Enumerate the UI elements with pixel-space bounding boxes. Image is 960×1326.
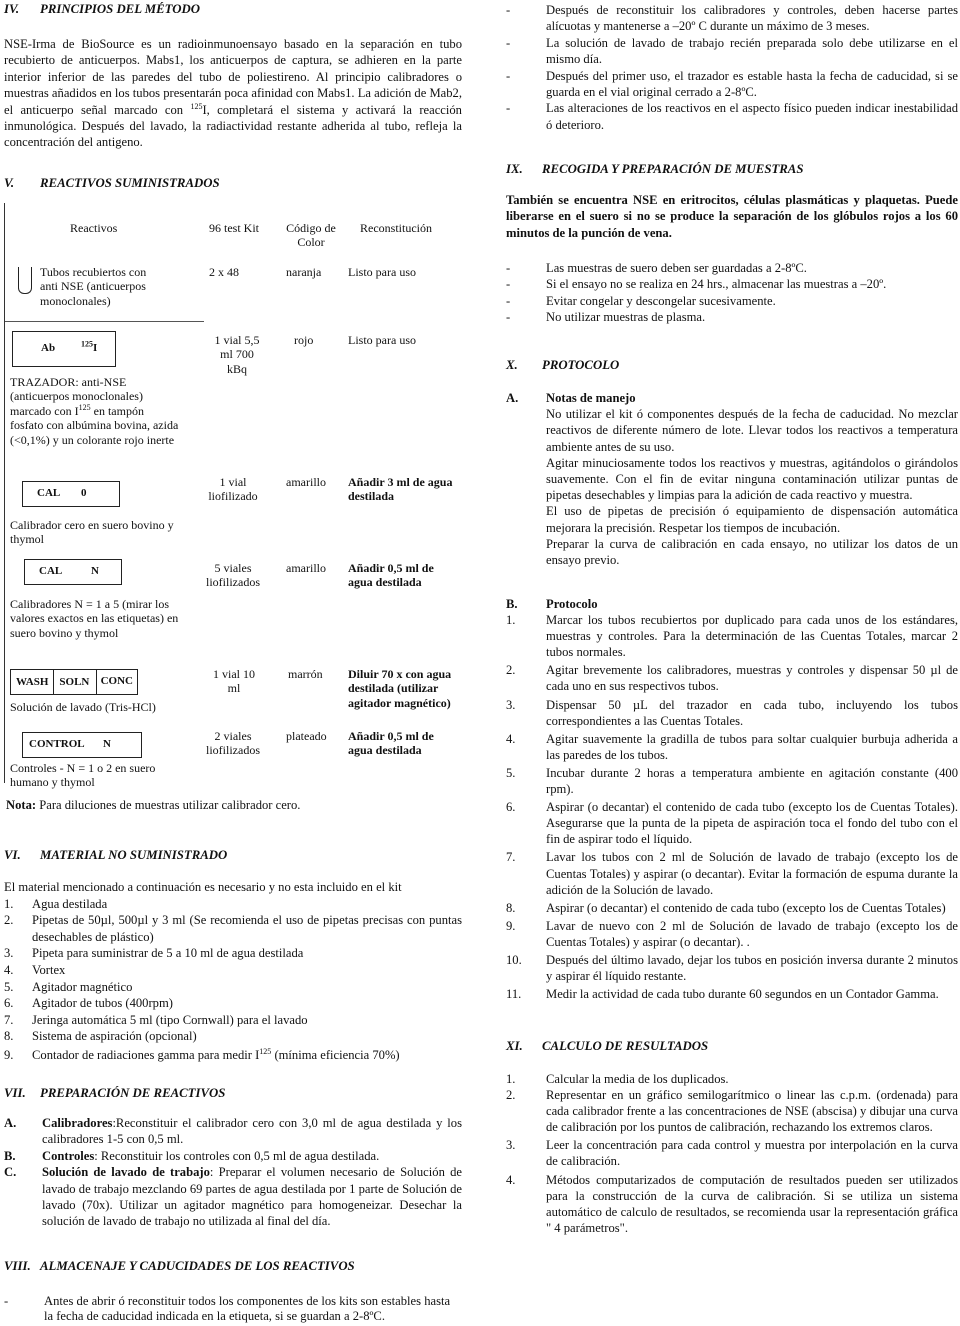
item-rest: : Reconstituir los controles con 0,5 ml de agua destilada. xyxy=(94,1148,380,1163)
item-text: Sistema de aspiración (opcional) xyxy=(32,1029,197,1044)
list-item xyxy=(506,100,958,133)
sub-label: A. xyxy=(506,391,519,405)
label-box-wash-soln-conc xyxy=(10,669,138,695)
section-5-heading xyxy=(4,176,220,192)
note-paragraph: Agitar minuciosamente todos los reactivos y muestras, agitándolos o girándolos suavemente. Con el fin de evitar ninguna contaminación utilizar puntas de pipetas desechables y limpias para la adición de cada reactivo y muestra. xyxy=(546,455,958,503)
dash: - xyxy=(4,1294,9,1308)
item-text: Las alteraciones de los reactivos en el aspecto físico pueden indicar inestabilidad ó deterioro. xyxy=(546,101,958,132)
dash: - xyxy=(506,68,511,83)
item-text: Vortex xyxy=(32,962,66,977)
item-rest: :Reconstituir el calibrador cero con 3,0 ml de agua destilada y los calibradores 1-5 con 0,5 ml. xyxy=(42,1116,462,1147)
item-text: Agitador de tubos (400rpm) xyxy=(32,996,173,1011)
item-number: 2. xyxy=(506,1088,516,1103)
table-border xyxy=(4,321,5,783)
item-text: Agua destilada xyxy=(32,896,108,911)
list-item xyxy=(506,2,958,35)
list-item xyxy=(506,1071,958,1087)
reagent-prep-list xyxy=(4,1115,462,1230)
step-number: 9. xyxy=(506,918,516,933)
box-text: WASH xyxy=(11,670,54,694)
list-item xyxy=(506,986,958,1002)
recon-text: Añadir 3 ml de agua destilada xyxy=(348,475,453,504)
list-item xyxy=(4,962,462,979)
item-label: C. xyxy=(4,1165,17,1180)
item-number: 1. xyxy=(4,896,14,911)
box-text: CONC xyxy=(100,675,133,688)
table-divider xyxy=(4,321,204,322)
reagent-recon: Listo para uso xyxy=(348,333,416,347)
list-item xyxy=(506,697,958,729)
box-text: N xyxy=(103,738,111,751)
reagent-color: naranja xyxy=(286,265,322,279)
list-item xyxy=(4,1115,462,1148)
section-title: PROTOCOLO xyxy=(542,358,620,372)
list-item xyxy=(4,1164,462,1230)
note-text: Para diluciones de muestras utilizar calibrador cero. xyxy=(39,798,301,812)
superscript: 125 xyxy=(190,101,203,111)
dash: - xyxy=(506,261,511,275)
list-item xyxy=(506,68,958,101)
section-number: XI. xyxy=(506,1039,523,1053)
header-test-kit: 96 test Kit xyxy=(209,221,259,235)
recon-text: Añadir 0,5 ml de agua destilada xyxy=(348,561,434,590)
list-item xyxy=(4,896,462,913)
list-item xyxy=(506,276,958,292)
header-reconstitution: Reconstitución xyxy=(360,221,432,235)
reagent-desc: Solución de lavado (Tris-HCl) xyxy=(10,700,156,714)
section-number: IV. xyxy=(4,2,20,16)
step-text: Agitar suavemente la gradilla de tubos para soltar cualquier burbuja adherida a las paredes de los tubos. xyxy=(546,731,958,762)
section-title: PREPARACIÓN DE REACTIVOS xyxy=(40,1086,226,1100)
header-color-code: Código de Color xyxy=(286,221,336,250)
section-title: PRINCIPIOS DEL MÉTODO xyxy=(40,2,200,16)
dash: - xyxy=(506,101,511,116)
section-number: VI. xyxy=(4,848,21,862)
step-text: Agitar brevemente los calibradores, muestras y controles y dispensar 50 µl de cada uno en sus respectivos tubos. xyxy=(546,663,958,694)
section-title: ALMACENAJE Y CADUCIDADES DE LOS REACTIVOS xyxy=(40,1259,355,1273)
box-text: CAL xyxy=(37,487,61,500)
list-item xyxy=(506,35,958,68)
box-text: CAL xyxy=(39,565,63,578)
item-text: Después de reconstituir los calibradores y controles, deben hacerse partes alícuotas y mantenerse a –20º C durante un máximo de 3 meses. xyxy=(546,3,958,34)
storage-list-continued xyxy=(506,2,958,133)
reagent-color: rojo xyxy=(294,333,314,347)
list-item xyxy=(506,662,958,694)
item-number: 6. xyxy=(4,996,14,1011)
item-text-a: Contador de radiaciones gamma para medir I xyxy=(32,1047,260,1062)
recon-text: Diluir 70 x con agua destilada (utilizar agitador magnético) xyxy=(348,667,452,710)
materials-intro: El material mencionado a continuación es necesario y no esta incluido en el kit xyxy=(4,880,402,894)
list-item xyxy=(4,1148,462,1164)
reagent-color: amarillo xyxy=(286,475,326,489)
section-title: CALCULO DE RESULTADOS xyxy=(542,1039,709,1053)
step-text: Dispensar 50 µL del trazador en cada tubo, incluyendo los tubos correspondientes a las Cuentas Totales. xyxy=(546,697,958,728)
label-box-control-n xyxy=(22,732,142,758)
list-item xyxy=(506,849,958,897)
reagent-qty: 1 vial 10 ml xyxy=(213,667,255,696)
reagents-table xyxy=(4,203,462,793)
reagent-recon xyxy=(348,667,458,710)
reagent-qty: 2 x 48 xyxy=(209,265,239,279)
sub-title: Notas de manejo xyxy=(546,391,636,405)
step-number: 8. xyxy=(506,900,516,915)
item-text: Si el ensayo no se realiza en 24 hrs., almacenar las muestras a –20º. xyxy=(546,277,887,292)
protocol-steps xyxy=(506,596,958,1002)
item-text: Evitar congelar y descongelar sucesivamente. xyxy=(546,293,776,308)
handling-notes xyxy=(506,390,958,568)
step-number: 11. xyxy=(506,987,522,1002)
samples-list xyxy=(506,260,958,326)
section-title: MATERIAL NO SUMINISTRADO xyxy=(40,848,228,862)
dash: - xyxy=(506,310,511,325)
section-number: VIII. xyxy=(4,1259,31,1273)
step-number: 4. xyxy=(506,731,516,746)
item-number: 5. xyxy=(4,979,14,994)
reagent-desc: Tubos recubiertos con anti NSE (anticuerpos monoclonales) xyxy=(40,265,147,308)
list-item xyxy=(4,945,462,962)
reagent-desc: TRAZADOR: anti-NSE (anticuerpos monoclonales) marcado con $I^{125}$ en tampón fosfato con albúmina bovina, azida (<0,1%) y un colorante rojo inerte xyxy=(10,375,179,447)
list-item xyxy=(506,765,958,797)
note-paragraph: No utilizar el kit ó componentes después de la fecha de caducidad. No mezclar reactivos de diferente número de lote. Llevar todos los reactivos a temperatura ambiente antes de su uso. xyxy=(546,407,958,454)
section-7-heading xyxy=(4,1086,225,1102)
box-text: Ab xyxy=(41,342,56,355)
list-item xyxy=(4,1028,462,1045)
step-number: 5. xyxy=(506,765,516,780)
list-item xyxy=(506,1172,958,1236)
section-4-heading xyxy=(4,2,200,18)
item-number: 4. xyxy=(4,962,14,977)
reagent-color: amarillo xyxy=(286,561,326,575)
dash: - xyxy=(506,3,511,17)
section-11-heading xyxy=(506,1039,708,1055)
subsection-a xyxy=(506,390,958,406)
section-9-heading xyxy=(506,162,803,178)
step-number: 2. xyxy=(506,663,516,678)
step-text: Lavar de nuevo con 2 ml de Solución de lavado de trabajo (excepto los de Cuentas Totales) y aspirar (o decantar). . xyxy=(546,918,958,949)
item-bold: Controles xyxy=(42,1148,95,1163)
step-number: 7. xyxy=(506,850,516,865)
dash: - xyxy=(506,293,511,308)
list-item xyxy=(4,912,462,945)
item-number: 9. xyxy=(4,1047,14,1062)
reagent-desc: Calibrador cero en suero bovino y thymol xyxy=(10,518,174,547)
dash: - xyxy=(506,277,511,292)
recon-text: Añadir 0,5 ml de agua destilada xyxy=(348,729,434,758)
item-text xyxy=(42,1115,462,1148)
section-10-heading xyxy=(506,358,619,374)
sub-label: B. xyxy=(506,597,518,611)
reagent-qty: 1 vial liofilizado xyxy=(208,475,258,504)
step-text: Aspirar (o decantar) el contenido de cada tubo (excepto los de Cuentas Totales) xyxy=(546,900,946,915)
section-number: IX. xyxy=(506,162,523,176)
section-number: VII. xyxy=(4,1086,26,1100)
item-text: Calcular la media de los duplicados. xyxy=(546,1072,729,1086)
list-item xyxy=(506,612,958,660)
step-text: Marcar los tubos recubiertos por duplicado para cada unos de los estándares, muestras y controles. Para la determinación de las Cuentas Totales, marcar 2 tubos normales. xyxy=(546,613,958,660)
reagent-qty: 5 viales liofilizados xyxy=(206,561,260,590)
list-item xyxy=(506,1087,958,1135)
superscript: 125 xyxy=(259,1046,272,1056)
item-text: Jeringa automática 5 ml (tipo Cornwall) para el lavado xyxy=(32,1012,308,1027)
note-label: Nota: xyxy=(6,798,37,812)
sub-title: Protocolo xyxy=(546,597,598,611)
list-item xyxy=(4,1012,462,1029)
section-title: REACTIVOS SUMINISTRADOS xyxy=(40,176,220,190)
list-item xyxy=(506,918,958,950)
list-item xyxy=(4,995,462,1012)
item-number: 3. xyxy=(4,946,14,961)
box-text: 0 xyxy=(81,487,87,500)
list-item xyxy=(4,1047,462,1064)
tube-icon xyxy=(18,267,32,294)
item-rest: : Preparar el volumen necesario de Solución de lavado de trabajo mezclando 69 partes de agua destilada por 1 parte de Solución de lavado (70x). Utilizar un agitador magnético para homogeneizar. Desechar la solución de lavado de trabajo no utilizada al final del día. xyxy=(42,1165,462,1229)
step-text: Incubar durante 2 horas a temperatura ambiente en agitación constante (400 rpm). xyxy=(546,765,958,797)
box-text: CONTROL xyxy=(29,738,85,751)
reagent-recon xyxy=(348,475,454,504)
item-text: Agitador magnético xyxy=(32,979,133,994)
label-box-cal-n xyxy=(24,559,122,585)
section-title: RECOGIDA Y PREPARACIÓN DE MUESTRAS xyxy=(542,162,804,176)
list-item xyxy=(506,952,958,984)
reagent-recon xyxy=(348,729,454,758)
item-text: Métodos computarizados de computación de resultados pueden ser utilizados para la construcción de la curva de calibración. Si se utiliza un sistema automático de calculo de resultados, se recomienda usar la representación gráfica " 4 parámetros". xyxy=(546,1172,958,1235)
item-text: Pipeta para suministrar de 5 a 10 ml de agua destilada xyxy=(32,946,304,961)
step-text: Medir la actividad de cada tubo durante 60 segundos en un Contador Gamma. xyxy=(546,987,939,1002)
item-label: B. xyxy=(4,1148,16,1163)
dash: - xyxy=(506,35,511,50)
box-text: $^{125}$I xyxy=(81,339,98,355)
list-item xyxy=(506,293,958,309)
reagent-desc: Calibradores N = 1 a 5 (mirar los valores exactos en las etiquetas) en suero bovino y thymol xyxy=(10,597,179,640)
list-item xyxy=(506,731,958,763)
header-reactivos: Reactivos xyxy=(70,221,118,235)
item-text xyxy=(42,1148,462,1164)
section-number: V. xyxy=(4,176,15,190)
item-text: Leer la concentración para cada control y muestra por interpolación en la curva de calibración. xyxy=(546,1138,958,1169)
subsection-b xyxy=(506,596,958,612)
item-bold: Solución de lavado de trabajo xyxy=(42,1165,210,1180)
section-6-heading xyxy=(4,848,227,864)
item-text: Representar en un gráfico semilogarítmico o linear las c.p.m. (ordenada) para cada calibrador frente a las concentraciones de NSE (abscisa) y dibujar una curva de calibración por los puntos de calibración, rechazando los extremos claros. xyxy=(546,1088,958,1135)
step-text: Después del último lavado, dejar los tubos en posición inversa durante 2 minutos y aspirar él líquido restante. xyxy=(546,952,958,984)
step-number: 6. xyxy=(506,800,516,815)
label-box-cal-0 xyxy=(22,481,120,507)
item-number: 7. xyxy=(4,1012,14,1027)
item-text xyxy=(32,1047,462,1064)
item-number: 4. xyxy=(506,1172,516,1187)
item-bold: Calibradores xyxy=(42,1116,113,1130)
item-label: A. xyxy=(4,1116,17,1130)
table-border xyxy=(4,203,5,321)
reagent-recon xyxy=(348,561,454,590)
storage-item xyxy=(4,1294,462,1324)
item-text: Las muestras de suero deben ser guardadas a 2-8ºC. xyxy=(546,261,807,275)
table-note xyxy=(6,798,300,814)
section-8-heading xyxy=(4,1259,355,1275)
materials-list xyxy=(4,879,462,1064)
list-item xyxy=(506,1137,958,1169)
box-text: SOLN xyxy=(54,670,96,694)
item-number: 3. xyxy=(506,1138,516,1153)
list-item xyxy=(506,799,958,847)
list-item xyxy=(506,260,958,276)
results-list xyxy=(506,1071,958,1236)
item-text-b: (mínima eficiencia 70%) xyxy=(271,1047,400,1062)
list-item xyxy=(506,309,958,325)
item-number: 8. xyxy=(4,1029,14,1044)
reagent-color: marrón xyxy=(288,667,323,681)
note-paragraph: El uso de pipetas de precisión ó equipamiento de dispensación automática mejorara la precisión. Respetar los tiempos de incubación. xyxy=(546,504,958,535)
item-number: 1. xyxy=(506,1072,516,1086)
reagent-qty: 2 viales liofilizados xyxy=(206,729,260,758)
item-text: No utilizar muestras de plasma. xyxy=(546,310,706,325)
step-number: 3. xyxy=(506,697,516,712)
reagent-color: plateado xyxy=(286,729,327,743)
step-number: 10. xyxy=(506,952,522,967)
reagent-recon: Listo para uso xyxy=(348,265,416,279)
item-text: La solución de lavado de trabajo recién preparada solo debe utilizarse en el mismo día. xyxy=(546,35,958,67)
item-text: Después del primer uso, el trazador es estable hasta la fecha de caducidad, si se guarda en el vial original cerrado a 2-8ºC. xyxy=(546,68,958,100)
box-text: N xyxy=(91,565,99,578)
item-text: Pipetas de 50µl, 500µl y 3 ml (Se recomienda el uso de pipetas precisas con puntas desechables de plástico) xyxy=(32,913,462,944)
list-item xyxy=(4,979,462,996)
item-number: 2. xyxy=(4,913,14,928)
principle-paragraph xyxy=(4,36,462,151)
principle-text-a: NSE-Irma de BioSource es un radioinmunoensayo basado en la separación en tubo recubierto de anticuerpos. Mabs1, los anticuerpos de captura, se adhieren en la parte interior inferior de las paredes del tubo de poliestireno. Al principio calibradores o muestras añadidos en los tubos presentarán poca afinidad con Mabs1. La adición de Mab2, el anticuerpo señal marcado con xyxy=(4,37,462,117)
section-number: X. xyxy=(506,358,518,372)
reagent-qty: 1 vial 5,5 ml 700 kBq xyxy=(214,333,260,376)
note-paragraph: Preparar la curva de calibración en cada ensayo, no utilizar los datos de un ensayo previo. xyxy=(546,536,958,568)
principle-text-b: I, completará el sistema y activará la reacción inmunológica. Después del lavado, la radiactividad restante adherida al tubo, refleja la concentración del antigeno. xyxy=(4,102,462,150)
reagent-desc: Controles - N = 1 o 2 en suero humano y thymol xyxy=(10,761,156,790)
step-number: 1. xyxy=(506,613,516,628)
item-text xyxy=(42,1164,462,1230)
step-text: Lavar los tubos con 2 ml de Solución de lavado de trabajo (excepto los de Cuentas Totales) y aspirar (o decantar). Evitar la formación de espuma durante la adición de la Solución de lavado. xyxy=(546,850,958,897)
label-box-ab-125i xyxy=(12,331,116,367)
list-item xyxy=(506,900,958,916)
step-text: Aspirar (o decantar) el contenido de cada tubo (excepto los de Cuentas Totales). Asegurarse que la punta de la pipeta de aspiración toca el fondo del tubo con el fin de aspirar todo el líquido. xyxy=(546,800,958,847)
samples-note: También se encuentra NSE en eritrocitos, células plasmáticas y plaquetas. Puede liberarse en el suero si no se produce la separación de los glóbulos rojos a los 60 minutos de la punción de vena. xyxy=(506,193,958,240)
item-text: Antes de abrir ó reconstituir todos los componentes de los kits son estables hasta la fecha de caducidad indicada en la etiqueta, si se guardan a 2-8ºC. xyxy=(44,1294,451,1323)
